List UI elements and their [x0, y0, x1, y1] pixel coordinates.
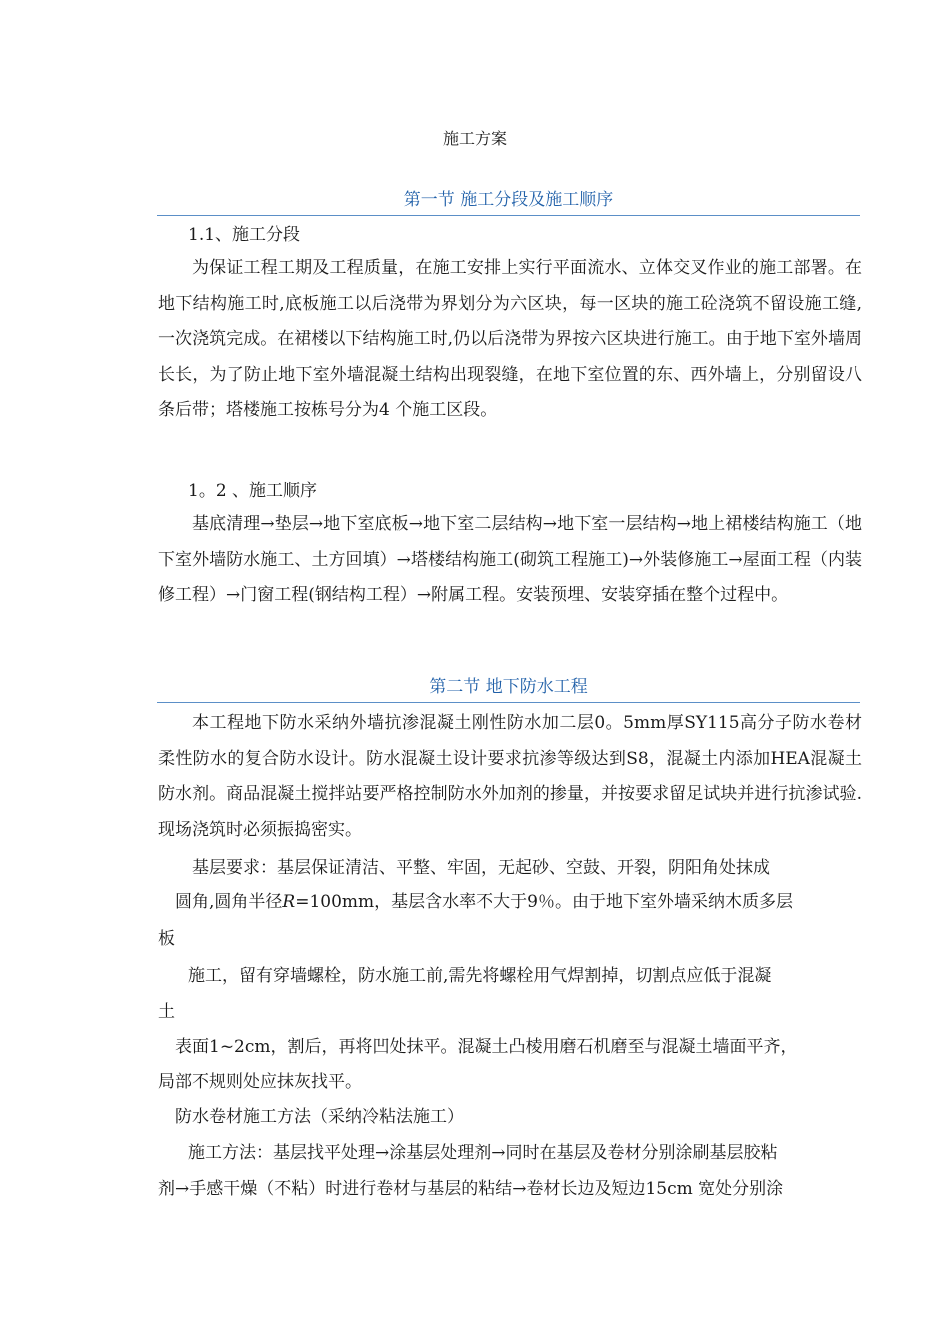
base-requirements-line: 基层要求：基层保证清洁、平整、牢固，无起砂、空鼓、开裂，阴阳角处抹成 [192, 858, 770, 878]
base-requirements-line-7: 局部不规则处应抹灰找平。 [158, 1072, 362, 1092]
base-req-text-b: =100mm，基层含水率不大于9％。由于地下室外墙采纳木质多层 [295, 892, 793, 912]
section-heading-2: 第二节 地下防水工程 [157, 676, 860, 703]
document-title: 施工方案 [442, 129, 507, 148]
radius-symbol: R [282, 892, 296, 912]
method-line-2: 剂→手感干燥（不粘）时进行卷材与基层的粘结→卷材长边及短边15cm 宽处分别涂 [158, 1179, 784, 1199]
membrane-method-heading: 防水卷材施工方法（采纳冷粘法施工） [175, 1107, 464, 1127]
method-line-1: 施工方法：基层找平处理→涂基层处理剂→同时在基层及卷材分别涂刷基层胶粘 [188, 1143, 778, 1163]
base-req-text-a: 圆角,圆角半径 [175, 892, 283, 912]
base-requirements-line-2 [175, 891, 793, 913]
paragraph-segments: 为保证工程工期及工程质量，在施工安排上实行平面流水、立体交叉作业的施工部署。在地下结构施工时,底板施工以后浇带为界划分为六区块，每一区块的施工砼浇筑不留设施工缝,一次浇筑完成。在裙楼以下结构施工时,仍以后浇带为界按六区块进行施工。由于地下室外墙周长长，为了防止地下室外墙混凝土结构出现裂缝，在地下室位置的东、西外墙上，分别留设八条后带；塔楼施工按栋号分为4 个施工区段。 [158, 258, 862, 421]
base-requirements-line-5: 土 [158, 1002, 175, 1022]
base-requirements-line-6: 表面1~2cm，割后，再将凹处抹平。混凝土凸棱用磨石机磨至与混凝土墙面平齐， [175, 1037, 798, 1057]
base-requirements-line-4: 施工，留有穿墙螺栓，防水施工前,需先将螺栓用气焊割掉，切割点应低于混凝 [188, 966, 772, 986]
subheading-construction-sequence: 1。2 、施工顺序 [188, 481, 318, 501]
section-heading-1: 第一节 施工分段及施工顺序 [157, 189, 860, 216]
subheading-construction-segments: 1.1、施工分段 [188, 225, 301, 245]
paragraph-waterproofing: 本工程地下防水采纳外墙抗渗混凝土刚性防水加二层0。5mm厚SY115高分子防水卷材柔性防水的复合防水设计。防水混凝土设计要求抗渗等级达到S8，混凝土内添加HEA混凝土防水剂。商品混凝土搅拌站要严格控制防水外加剂的掺量，并按要求留足试块并进行抗渗试验.现场浇筑时必须振捣密实。 [158, 713, 862, 840]
base-requirements-line-3: 板 [158, 929, 175, 949]
paragraph-sequence: 基底清理→垫层→地下室底板→地下室二层结构→地下室一层结构→地上裙楼结构施工（地下室外墙防水施工、土方回填）→塔楼结构施工(砌筑工程施工)→外装修施工→屋面工程（内装修工程）→门窗工程(钢结构工程）→附属工程。安装预埋、安装穿插在整个过程中。 [158, 514, 862, 606]
